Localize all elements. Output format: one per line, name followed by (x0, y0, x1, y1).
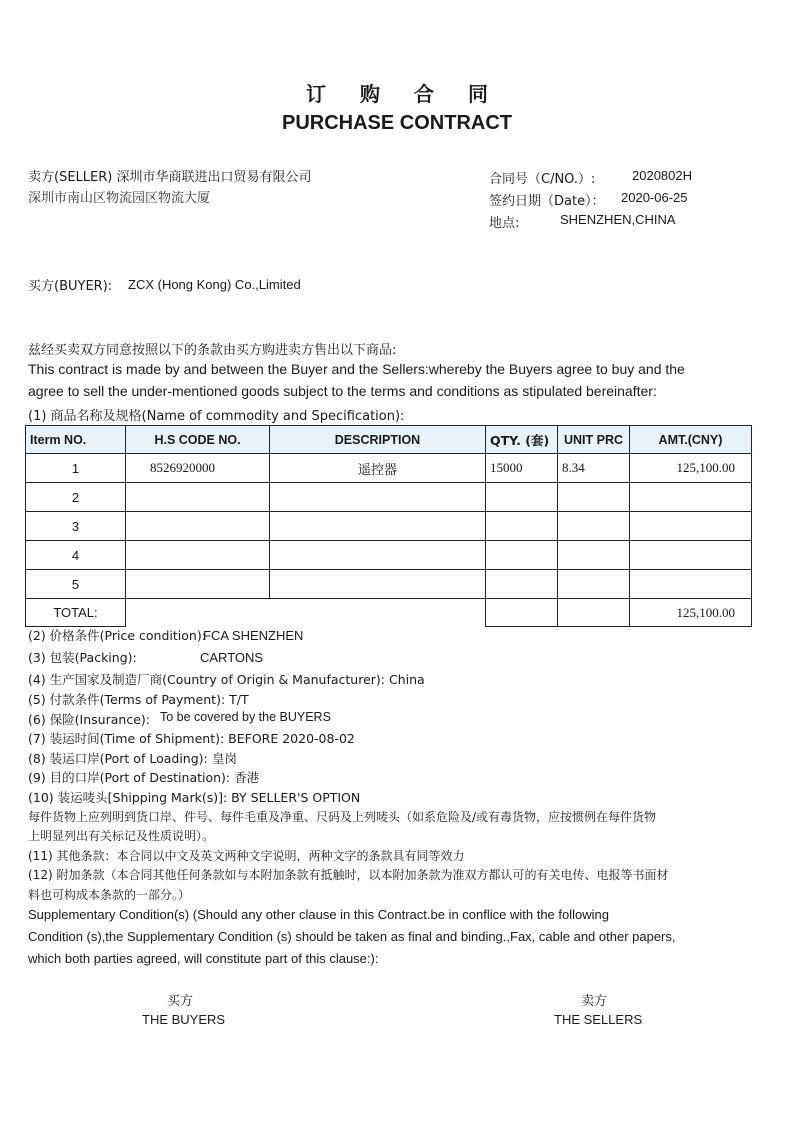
supplementary-en-line1: Supplementary Condition(s) (Should any other clause in this Contract.be in conflice with the following (28, 907, 609, 922)
contract-no: 2020802H (632, 168, 692, 183)
shipment-clause: (7) 装运时间(Time of Shipment): BEFORE 2020-08-02 (28, 731, 355, 746)
other-clause: (11) 其他条款：本合同以中文及英文两种文字说明，两种文字的条款具有同等效力 (28, 849, 465, 863)
row-description (270, 541, 486, 570)
seller-signature-cn: 卖方 (581, 994, 608, 1009)
row-description (270, 512, 486, 541)
header-qty: QTY. (套) (486, 426, 558, 454)
origin-clause: (4) 生产国家及制造厂商(Country of Origin & Manufacturer): China (28, 672, 425, 687)
title-chinese: 订购合同 (306, 82, 522, 106)
row-no: 1 (26, 454, 126, 483)
contract-date: 2020-06-25 (621, 190, 688, 205)
row-qty: 15000 (486, 454, 558, 483)
supplementary-cn-line1: (12) 附加条款（本合同其他任何条款如与本附加条款有抵触时，以本附加条款为准双方都认可的有关电传、电报等书面材 (28, 868, 669, 882)
destination-clause: (9) 目的口岸(Port of Destination): 香港 (28, 770, 260, 785)
title-english: PURCHASE CONTRACT (282, 112, 512, 134)
row-amount (630, 541, 752, 570)
row-no: 2 (26, 483, 126, 512)
header-description: DESCRIPTION (270, 426, 486, 454)
price-condition-value: FCA SHENZHEN (203, 628, 304, 643)
table-total-row (26, 599, 752, 627)
row-no: 4 (26, 541, 126, 570)
contract-no-label: 合同号（C/NO.）: (489, 172, 596, 187)
table-row (26, 541, 752, 570)
row-amount (630, 570, 752, 599)
intro-chinese: 兹经买卖双方同意按照以下的条款由买方购进卖方售出以下商品: (28, 343, 397, 358)
row-qty (486, 512, 558, 541)
row-no: 5 (26, 570, 126, 599)
seller-name: 深圳市华商联进出口贸易有限公司 (116, 170, 312, 185)
row-hs-code (126, 512, 270, 541)
price-condition-label: (2) 价格条件(Price condition): (28, 628, 206, 643)
shipping-mark-note2: 上明显列出有关标记及性质说明）。 (28, 829, 215, 843)
intro-english-line1: This contract is made by and between the Buyer and the Sellers:whereby the Buyers agree to buy and the (28, 361, 685, 377)
row-hs-code (126, 570, 270, 599)
row-unit-price (558, 541, 630, 570)
section1-title: (1) 商品名称及规格(Name of commodity and Specification): (28, 409, 405, 424)
row-unit-price: 8.34 (558, 454, 630, 483)
row-amount: 125,100.00 (630, 454, 752, 483)
row-description (270, 483, 486, 512)
seller-signature-en: THE SELLERS (554, 1012, 643, 1027)
loading-label: (8) 装运口岸(Port of Loading): (28, 751, 208, 766)
table-row (26, 483, 752, 512)
packing-value: CARTONS (200, 650, 264, 665)
total-label: TOTAL: (26, 599, 126, 627)
row-hs-code: 8526920000 (126, 454, 270, 483)
row-description: 遥控器 (270, 454, 486, 483)
table-row (26, 570, 752, 599)
row-hs-code (126, 541, 270, 570)
row-no: 3 (26, 512, 126, 541)
date-label: 签约日期（Date）： (489, 194, 605, 209)
payment-clause: (5) 付款条件(Terms of Payment): T/T (28, 692, 249, 707)
packing-label: (3) 包装(Packing): (28, 650, 137, 665)
buyer-label: 买方(BUYER): (28, 279, 113, 294)
buyer-name: ZCX (Hong Kong) Co.,Limited (128, 277, 301, 292)
row-qty (486, 483, 558, 512)
goods-table (25, 425, 752, 627)
insurance-value: To be covered by the BUYERS (160, 710, 331, 724)
insurance-label: (6) 保险(Insurance): (28, 712, 150, 727)
table-header-row (26, 426, 752, 454)
row-unit-price (558, 483, 630, 512)
shipping-mark-note1: 每件货物上应列明到货口岸、件号、每件毛重及净重、尺码及上列唛头（如系危险及/或有毒货物，应按惯例在每件货物 (28, 810, 657, 824)
row-unit-price (558, 512, 630, 541)
loading-value: 皇岗 (212, 751, 238, 766)
row-hs-code (126, 483, 270, 512)
supplementary-en-line2: Condition (s),the Supplementary Condition (s) should be taken as final and binding.,Fax, cable and other papers, (28, 929, 676, 944)
table-row (26, 512, 752, 541)
total-amount: 125,100.00 (630, 599, 752, 627)
intro-english-line2: agree to sell the under-mentioned goods subject to the terms and conditions as stipulated bereinafter: (28, 383, 657, 399)
row-amount (630, 512, 752, 541)
row-unit-price (558, 570, 630, 599)
buyer-signature-cn: 买方 (167, 994, 194, 1009)
buyer-signature-en: THE BUYERS (142, 1012, 226, 1027)
header-hs-code: H.S CODE NO. (126, 426, 270, 454)
supplementary-en-line3: which both parties agreed, will constitute part of this clause:): (28, 951, 379, 966)
supplementary-cn-line2: 料也可构成本条款的一部分。） (28, 888, 191, 902)
row-qty (486, 541, 558, 570)
shipping-mark-clause: (10) 装运唛头[Shipping Mark(s)]: BY SELLER'S OPTION (28, 790, 361, 805)
seller-label: 卖方(SELLER) (28, 170, 113, 185)
contract-place: SHENZHEN,CHINA (560, 212, 676, 227)
place-label: 地点: (489, 216, 520, 231)
row-qty (486, 570, 558, 599)
header-amount: AMT.(CNY) (630, 426, 752, 454)
seller-line (28, 166, 312, 185)
header-unit-price: UNIT PRC (558, 426, 630, 454)
row-description (270, 570, 486, 599)
seller-address: 深圳市南山区物流园区物流大厦 (28, 191, 211, 206)
row-amount (630, 483, 752, 512)
header-item-no: Iterm NO. (26, 426, 126, 454)
table-row (26, 454, 752, 483)
